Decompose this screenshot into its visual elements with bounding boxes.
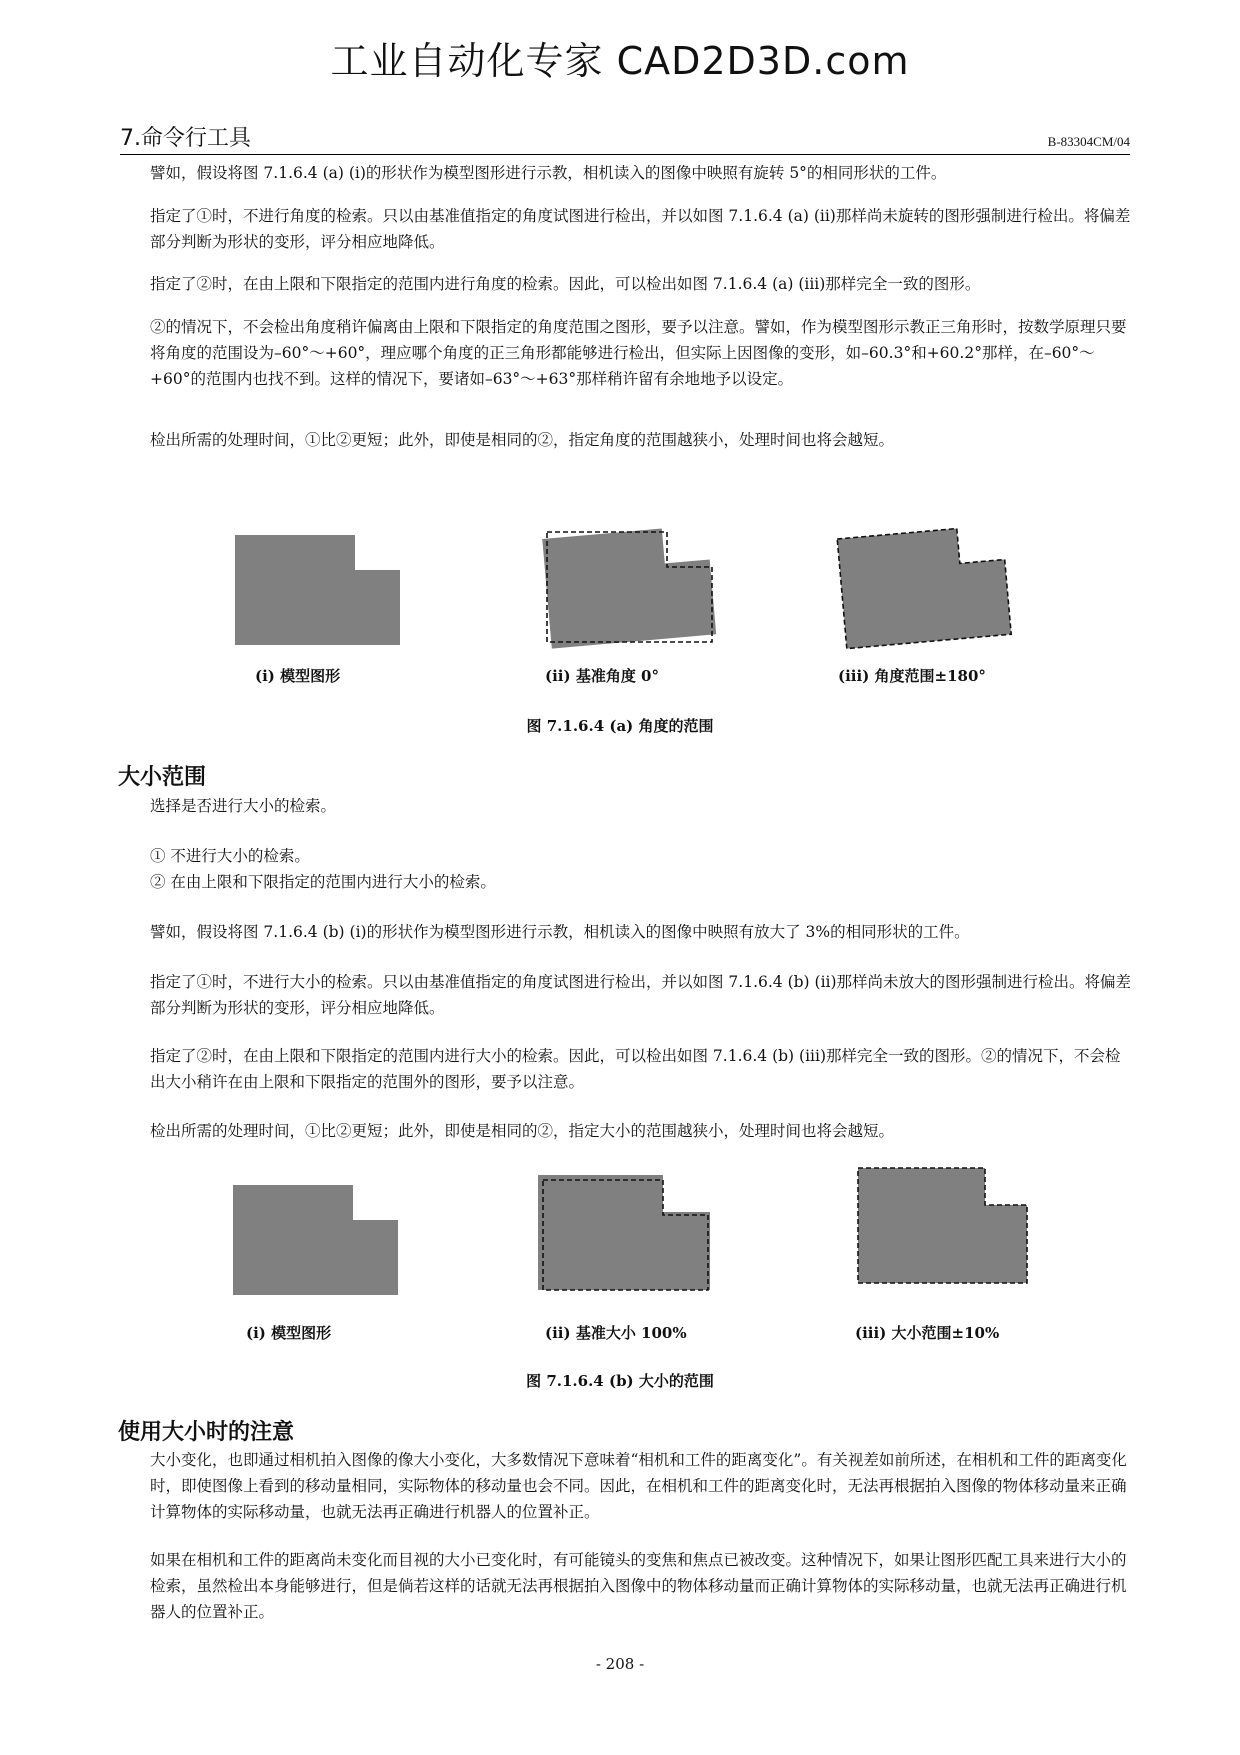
figure-b-caption-iii: (iii) 大小范围±10% xyxy=(855,1324,1000,1342)
paragraph: 指定了②时，在由上限和下限指定的范围内进行大小的检索。因此，可以检出如图 7.1.6.4 (b) (iii)那样完全一致的图形。②的情况下，不会检出大小稍许在由上限和下限指定的范围外的图形，要予以注意。 xyxy=(150,1047,1121,1091)
watermark-title: 工业自动化专家 CAD2D3D.com xyxy=(330,39,910,83)
figure-a-angle-range xyxy=(830,520,1020,660)
paragraph: 指定了①时，不进行大小的检索。只以由基准值指定的角度试图进行检出，并以如图 7.1.6.4 (b) (ii)那样尚未放大的图形强制进行检出。将偏差部分判断为形状的变形，评分相应地降低。 xyxy=(150,973,1132,1017)
list-item: ② 在由上限和下限指定的范围内进行大小的检索。 xyxy=(150,873,496,891)
model-shape xyxy=(233,1185,398,1295)
paragraph: 如果在相机和工件的距离尚未变化而目视的大小已变化时，有可能镜头的变焦和焦点已被改变。这种情况下，如果让图形匹配工具来进行大小的检索，虽然检出本身能够进行，但是倘若这样的话就无法再根据拍入图像中的物体移动量而正确计算物体的实际移动量，也就无法再正确进行机器人的位置补正。 xyxy=(150,1551,1127,1621)
enlarged-workpiece-shape xyxy=(858,1168,1027,1283)
paragraph: 指定了②时，在由上限和下限指定的范围内进行角度的检索。因此，可以检出如图 7.1.6.4 (a) (iii)那样完全一致的图形。 xyxy=(150,275,981,293)
figure-b-title: 图 7.1.6.4 (b) 大小的范围 xyxy=(526,1372,714,1390)
list-item: ① 不进行大小的检索。 xyxy=(150,847,310,865)
page-number: - 208 - xyxy=(595,1655,645,1673)
figure-b-reference-size xyxy=(535,1172,725,1312)
paragraph: 譬如，假设将图 7.1.6.4 (b) (i)的形状作为模型图形进行示教，相机读入的图像中映照有放大了 3%的相同形状的工件。 xyxy=(150,923,970,941)
enlarged-workpiece-shape xyxy=(538,1175,710,1290)
paragraph: 指定了①时，不进行角度的检索。只以由基准值指定的角度试图进行检出，并以如图 7.1.6.4 (a) (ii)那样尚未旋转的图形强制进行检出。将偏差部分判断为形状的变形，评分相应地降低。 xyxy=(150,207,1131,251)
paragraph: 选择是否进行大小的检索。 xyxy=(150,797,337,815)
paragraph: ②的情况下，不会检出角度稍许偏离由上限和下限指定的角度范围之图形，要予以注意。譬如，作为模型图形示教正三角形时，按数学原理只要将角度的范围设为–60°～+60°，理应哪个角度的正三角形都能够进行检出，但实际上因图像的变形，如–60.3°和+60.2°那样，在–60°～+60°的范围内也找不到。这样的情况下，要诸如–63°～+63°那样稍许留有余地地予以设定。 xyxy=(150,318,1127,388)
chapter-title: 7.命令行工具 xyxy=(120,126,251,151)
figure-a-caption-i: (i) 模型图形 xyxy=(255,667,341,685)
figure-a-reference-angle xyxy=(535,520,725,660)
document-number: B-83304CM/04 xyxy=(1047,134,1130,149)
figure-b-size-range xyxy=(855,1165,1045,1305)
section-heading-size-range: 大小范围 xyxy=(118,765,207,790)
figure-a-model-shape xyxy=(230,525,410,650)
figure-a-caption-ii: (ii) 基准角度 0° xyxy=(545,667,659,685)
figure-b-caption-i: (i) 模型图形 xyxy=(246,1324,332,1342)
paragraph: 检出所需的处理时间，①比②更短；此外，即使是相同的②，指定大小的范围越狭小，处理时间也将会越短。 xyxy=(150,1122,895,1140)
figure-a-title: 图 7.1.6.4 (a) 角度的范围 xyxy=(526,717,714,735)
figure-a-caption-iii: (iii) 角度范围±180° xyxy=(838,667,986,685)
page-header xyxy=(120,124,1130,155)
rotated-workpiece-shape xyxy=(837,525,1011,649)
model-shape xyxy=(235,535,400,645)
section-heading-size-notes: 使用大小时的注意 xyxy=(118,1420,295,1445)
paragraph: 大小变化，也即通过相机拍入图像的像大小变化，大多数情况下意味着“相机和工件的距离变化”。有关视差如前所述，在相机和工件的距离变化时，即使图像上看到的移动量相同，实际物体的移动量也会不同。因此，在相机和工件的距离变化时，无法再根据拍入图像的物体移动量来正确计算物体的实际移动量，也就无法再正确进行机器人的位置补正。 xyxy=(150,1451,1127,1521)
paragraph: 检出所需的处理时间，①比②更短；此外，即使是相同的②，指定角度的范围越狭小，处理时间也将会越短。 xyxy=(150,431,895,449)
paragraph: 譬如，假设将图 7.1.6.4 (a) (i)的形状作为模型图形进行示教，相机读入的图像中映照有旋转 5°的相同形状的工件。 xyxy=(150,164,947,182)
figure-b-caption-ii: (ii) 基准大小 100% xyxy=(545,1324,687,1342)
figure-b-model-shape xyxy=(230,1182,410,1307)
rotated-workpiece-shape xyxy=(542,525,716,649)
